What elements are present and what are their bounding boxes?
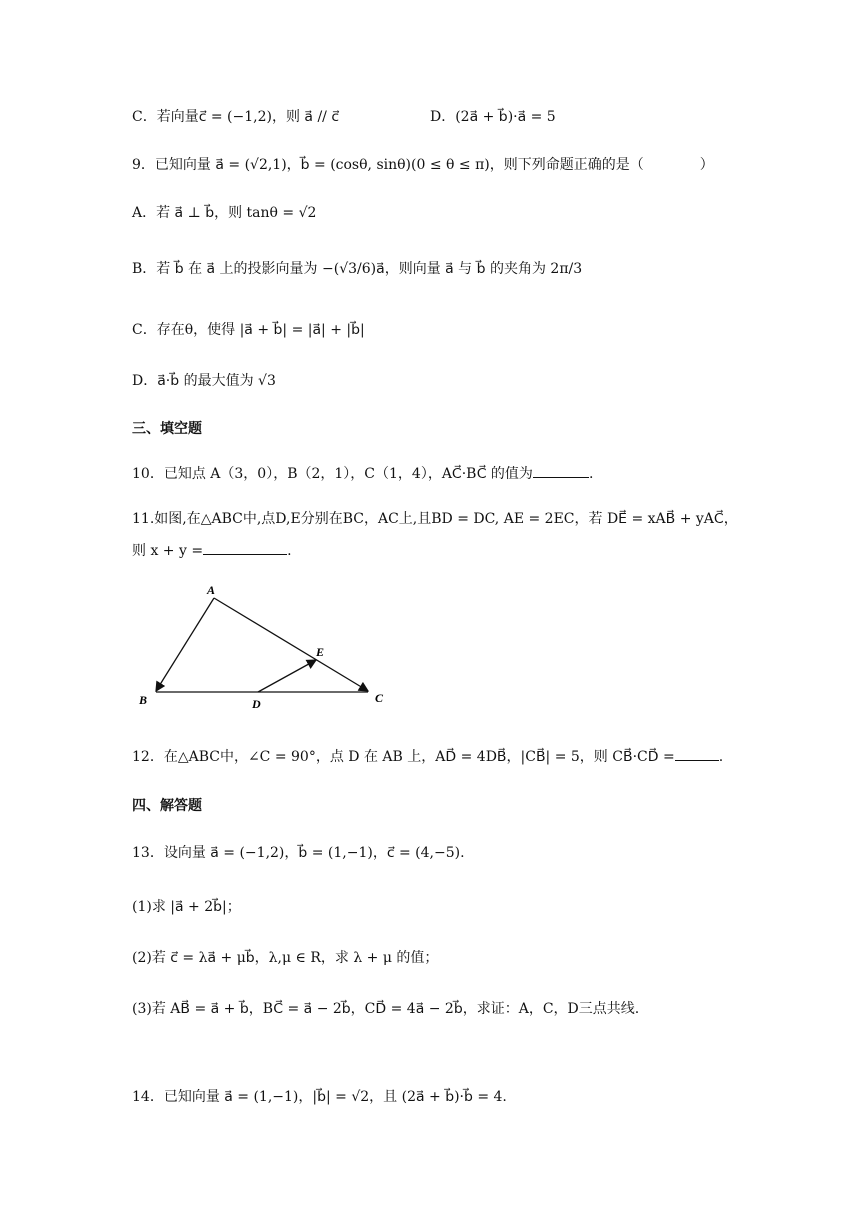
vector-de — [258, 660, 316, 692]
triangle-figure — [130, 578, 400, 710]
vector-ac — [214, 598, 368, 691]
question-10-text: 10．已知点 A（3，0），B（2，1），C（1，4），AC⃗·BC⃗ 的值为 — [132, 466, 533, 482]
question-14: 14．已知向量 a⃗ = (1,−1)，|b⃗| = √2，且 (2a⃗ + b⃗)·b⃗ = 4. — [132, 1089, 507, 1105]
label-a: A — [207, 583, 216, 597]
question-13-part-3: (3)若 AB⃗ = a⃗ + b⃗，BC⃗ = a⃗ − 2b⃗，CD⃗ = 4a⃗ − 2b⃗，求证：A，C，D三点共线. — [132, 1001, 640, 1017]
option-c-8: C．若向量c⃗ = (−1,2)，则 a⃗ // c⃗ — [132, 109, 340, 125]
label-b: B — [139, 693, 148, 707]
question-9-option-a: A．若 a⃗ ⊥ b⃗，则 tanθ = √2 — [132, 205, 317, 221]
answer-blank — [533, 463, 589, 478]
answer-blank — [675, 746, 719, 761]
label-c: C — [375, 691, 384, 705]
label-e: E — [316, 645, 325, 659]
vector-ab — [156, 598, 214, 691]
answer-blank — [203, 540, 287, 555]
question-11: 11.如图,在△ABC中,点D,E分别在BC，AC上,且BD = DC, AE = 2EC，若 DE⃗ = xAB⃗ + yAC⃗， — [132, 511, 738, 527]
question-11-text2: 则 x + y = — [132, 543, 204, 559]
question-13: 13．设向量 a⃗ = (−1,2)，b⃗ = (1,−1)，c⃗ = (4,−5). — [132, 845, 465, 861]
section-heading-solutions: 四、解答题 — [132, 798, 202, 814]
question-13-part-2: (2)若 c⃗ = λa⃗ + μb⃗，λ,μ ∈ R，求 λ + μ 的值； — [132, 950, 439, 966]
question-9-option-d: D．a⃗·b⃗ 的最大值为 √3 — [132, 373, 276, 389]
question-11-line2: 则 x + y = . — [132, 540, 292, 561]
question-9-option-c: C．存在θ，使得 |a⃗ + b⃗| = |a⃗| + |b⃗| — [132, 322, 365, 338]
question-12: 12．在△ABC中，∠C = 90°，点 D 在 AB 上，AD⃗ = 4DB⃗，|CB⃗| = 5，则 CB⃗·CD⃗ = . — [132, 746, 723, 767]
label-d: D — [252, 697, 261, 710]
question-13-part-1: (1)求 |a⃗ + 2b⃗|； — [132, 899, 241, 915]
triangle-diagram — [130, 578, 400, 710]
question-12-text: 12．在△ABC中，∠C = 90°，点 D 在 AB 上，AD⃗ = 4DB⃗，|CB⃗| = 5，则 CB⃗·CD⃗ = — [132, 749, 675, 765]
question-9: 9．已知向量 a⃗ = (√2,1)，b⃗ = (cosθ, sinθ)(0 ≤ θ ≤ π)，则下列命题正确的是（ ） — [132, 157, 714, 173]
option-d-8: D．(2a⃗ + b⃗)·a⃗ = 5 — [430, 109, 556, 125]
question-10: 10．已知点 A（3，0），B（2，1），C（1，4），AC⃗·BC⃗ 的值为 . — [132, 463, 593, 484]
question-9-option-b: B．若 b⃗ 在 a⃗ 上的投影向量为 −(√3/6)a⃗，则向量 a⃗ 与 b⃗ 的夹角为 2π/3 — [132, 261, 583, 277]
section-heading-fill-in: 三、填空题 — [132, 421, 202, 437]
